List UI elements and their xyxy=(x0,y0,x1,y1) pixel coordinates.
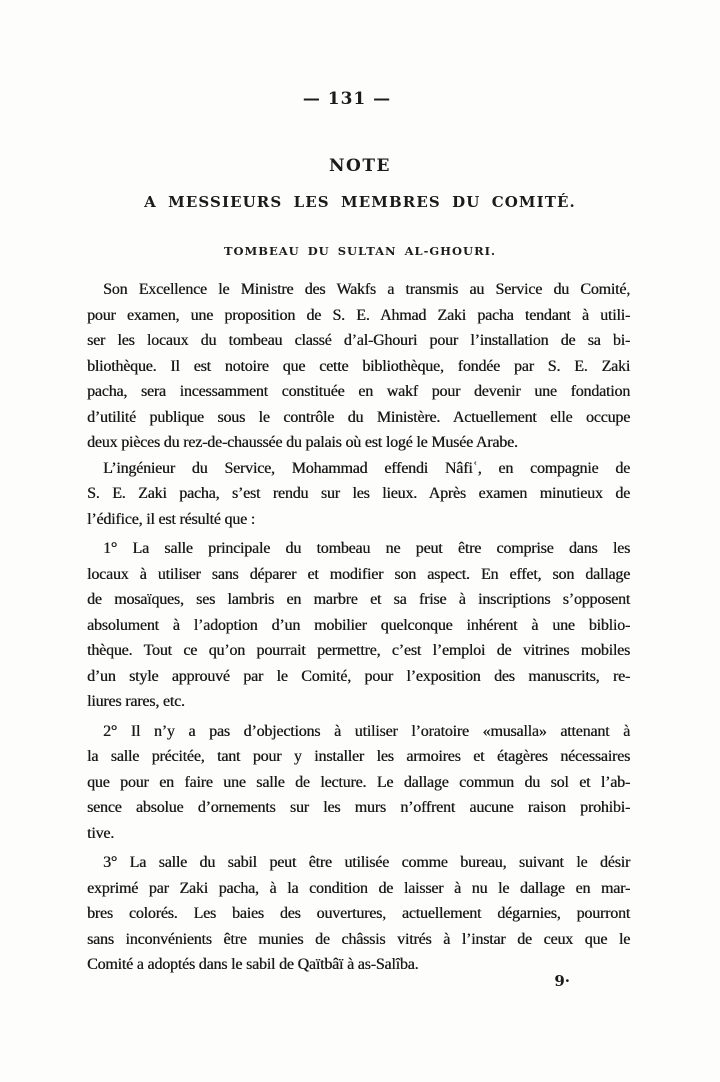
page-header xyxy=(0,0,720,258)
paragraph xyxy=(87,456,630,533)
addressee-heading: A MESSIEURS LES MEMBRES DU COMITÉ. xyxy=(144,193,576,211)
text-line: sence absolue d’ornements sur les murs n’offrent aucune raison prohibi- xyxy=(87,799,630,816)
paragraph xyxy=(87,277,630,456)
text-line: l’édifice, il est résulté que : xyxy=(87,510,255,528)
text-line: tive. xyxy=(87,824,114,842)
text-line: d’utilité publique sous le contrôle du Ministère. Actuellement elle occupe xyxy=(87,408,630,426)
text-line: sans inconvénients être munies de châssis vitrés à l’instar de ceux que le xyxy=(87,930,630,948)
text-line: absolument à l’adoption d’un mobilier quelconque inhérent à une biblio- xyxy=(87,616,630,634)
document-title: NOTE xyxy=(329,156,391,176)
text-line: deux pièces du rez-de-chaussée du palais où est logé le Musée Arabe. xyxy=(87,434,518,451)
document-body xyxy=(87,277,630,978)
text-line: pacha, sera incessamment constituée en wakf pour devenir une fondation xyxy=(87,383,630,400)
text-line: locaux à utiliser sans déparer et modifier son aspect. En effet, son dallage xyxy=(87,565,630,583)
section-heading: TOMBEAU DU SULTAN AL-GHOURI. xyxy=(223,244,497,258)
text-line: de mosaïques, ses lambris en marbre et sa frise à inscriptions s’opposent xyxy=(87,591,630,608)
text-line: exprimé par Zaki pacha, à la condition de laisser à nu le dallage en mar- xyxy=(87,879,630,897)
page-number: — 131 — xyxy=(302,89,392,109)
text-line: L’ingénieur du Service, Mohammad effendi Nâfiʿ, en compagnie de xyxy=(103,459,630,477)
text-line: 2° Il n’y a pas d’objections à utiliser l’oratoire «musalla» attenant à xyxy=(103,722,630,740)
text-line: bliothèque. Il est notoire que cette bibliothèque, fondée par S. E. Zaki xyxy=(87,357,630,375)
text-line: S. E. Zaki pacha, s’est rendu sur les lieux. Après examen minutieux de xyxy=(87,485,630,502)
text-line: 3° La salle du sabil peut être utilisée comme bureau, suivant le désir xyxy=(103,854,630,871)
text-line: thèque. Tout ce qu’on pourrait permettre, c’est l’emploi de vitrines mobiles xyxy=(87,642,630,659)
text-line: la salle précitée, tant pour y installer les armoires et étagères nécessaires xyxy=(87,748,630,765)
text-line: que pour en faire une salle de lecture. Le dallage commun du sol et l’ab- xyxy=(87,773,630,791)
text-line: Comité a adoptés dans le sabil de Qaïtbâï à as-Salîba. xyxy=(87,956,419,973)
text-line: Son Excellence le Ministre des Wakfs a transmis au Service du Comité, xyxy=(103,281,630,298)
text-line: ser les locaux du tombeau classé d’al-Ghouri pour l’installation de sa bi- xyxy=(87,332,630,349)
signature-mark: 9· xyxy=(554,971,570,990)
text-line: pour examen, une proposition de S. E. Ahmad Zaki pacha tendant à utili- xyxy=(87,306,630,324)
text-line: 1° La salle principale du tombeau ne peut être comprise dans les xyxy=(103,540,630,557)
text-line: bres colorés. Les baies des ouvertures, actuellement dégarnies, pourront xyxy=(87,905,630,922)
text-line: liures rares, etc. xyxy=(87,693,185,710)
numbered-paragraph xyxy=(87,536,630,715)
numbered-paragraph xyxy=(87,719,630,847)
numbered-paragraph xyxy=(87,850,630,978)
text-line: d’un style approuvé par le Comité, pour l’exposition des manuscrits, re- xyxy=(87,667,630,685)
